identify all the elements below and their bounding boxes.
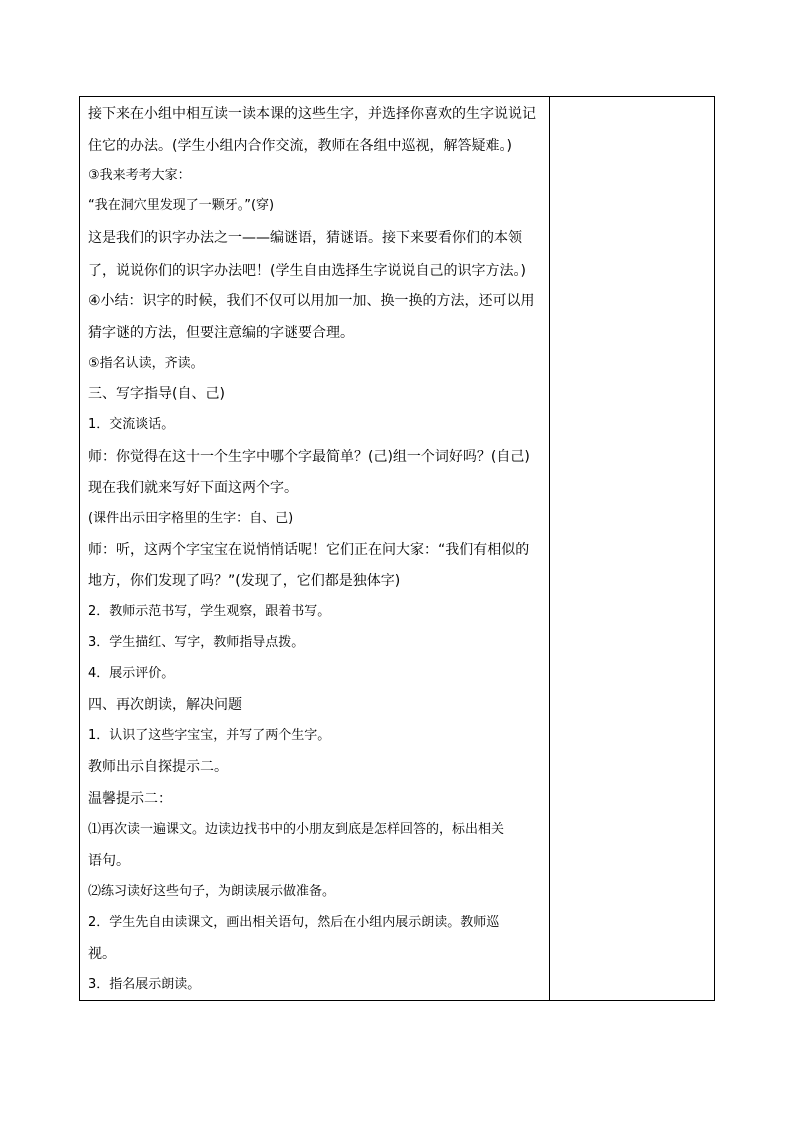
text-line: 温馨提示二： <box>88 791 172 807</box>
text-line: ④小结：识字的时候，我们不仅可以用加一加、换一换的方法，还可以用 <box>88 293 535 309</box>
text-line: 2．教师示范书写，学生观察，跟着书写。 <box>88 604 331 619</box>
text-line: 1．认识了这些字宝宝，并写了两个生字。 <box>88 728 331 743</box>
notes-cell <box>550 97 714 1000</box>
text-line: 这是我们的识字办法之一——编谜语，猜谜语。接下来要看你们的本领 <box>88 230 522 246</box>
text-line: ⑴再次读一遍课文。边读边找书中的小朋友到底是怎样回答的，标出相关 <box>88 822 505 837</box>
text-line: 猜字谜的方法，但要注意编的字谜要合理。 <box>88 325 354 341</box>
lesson-plan-table <box>79 96 715 1001</box>
text-line: 2．学生先自由读课文，画出相关语句，然后在小组内展示朗读。教师巡 <box>88 915 500 930</box>
text-line: (课件出示田字格里的生字：自、己) <box>88 511 294 526</box>
text-line: 了，说说你们的识字办法吧！(学生自由选择生字说说自己的识字方法。) <box>88 263 526 279</box>
text-line: “我在洞穴里发现了一颗牙。”(穿) <box>88 198 275 213</box>
text-line: 语句。 <box>88 853 130 869</box>
text-line: 4．展示评价。 <box>88 666 175 681</box>
lesson-content-cell <box>88 97 546 1000</box>
text-line: 3．学生描红、写字，教师指导点拨。 <box>88 635 305 650</box>
section-heading: 四、再次朗读，解决问题 <box>88 697 242 713</box>
text-line: 1．交流谈话。 <box>88 417 175 432</box>
text-line: 现在我们就来写好下面这两个字。 <box>88 480 298 496</box>
text-line: ⑤指名认读，齐读。 <box>88 356 204 371</box>
text-line: ⑵练习读好这些句子，为朗读展示做准备。 <box>88 884 336 899</box>
section-heading: 三、写字指导(自、己) <box>88 386 225 402</box>
text-line: 接下来在小组中相互读一读本课的这些生字，并选择你喜欢的生字说说记 <box>88 106 536 122</box>
text-line: ③我来考考大家： <box>88 168 191 183</box>
text-line: 视。 <box>88 946 116 962</box>
text-line: 3．指名展示朗读。 <box>88 977 201 992</box>
text-line: 师：你觉得在这十一个生字中哪个字最简单？(己)组一个词好吗？(自己) <box>88 449 530 465</box>
text-line: 师：听，这两个字宝宝在说悄悄话呢！它们正在问大家：“我们有相似的 <box>88 542 530 558</box>
text-line: 教师出示自探提示二。 <box>88 759 228 775</box>
text-line: 地方，你们发现了吗？”(发现了，它们都是独体字) <box>88 573 401 589</box>
text-line: 住它的办法。(学生小组内合作交流，教师在各组中巡视，解答疑难。) <box>88 138 512 154</box>
